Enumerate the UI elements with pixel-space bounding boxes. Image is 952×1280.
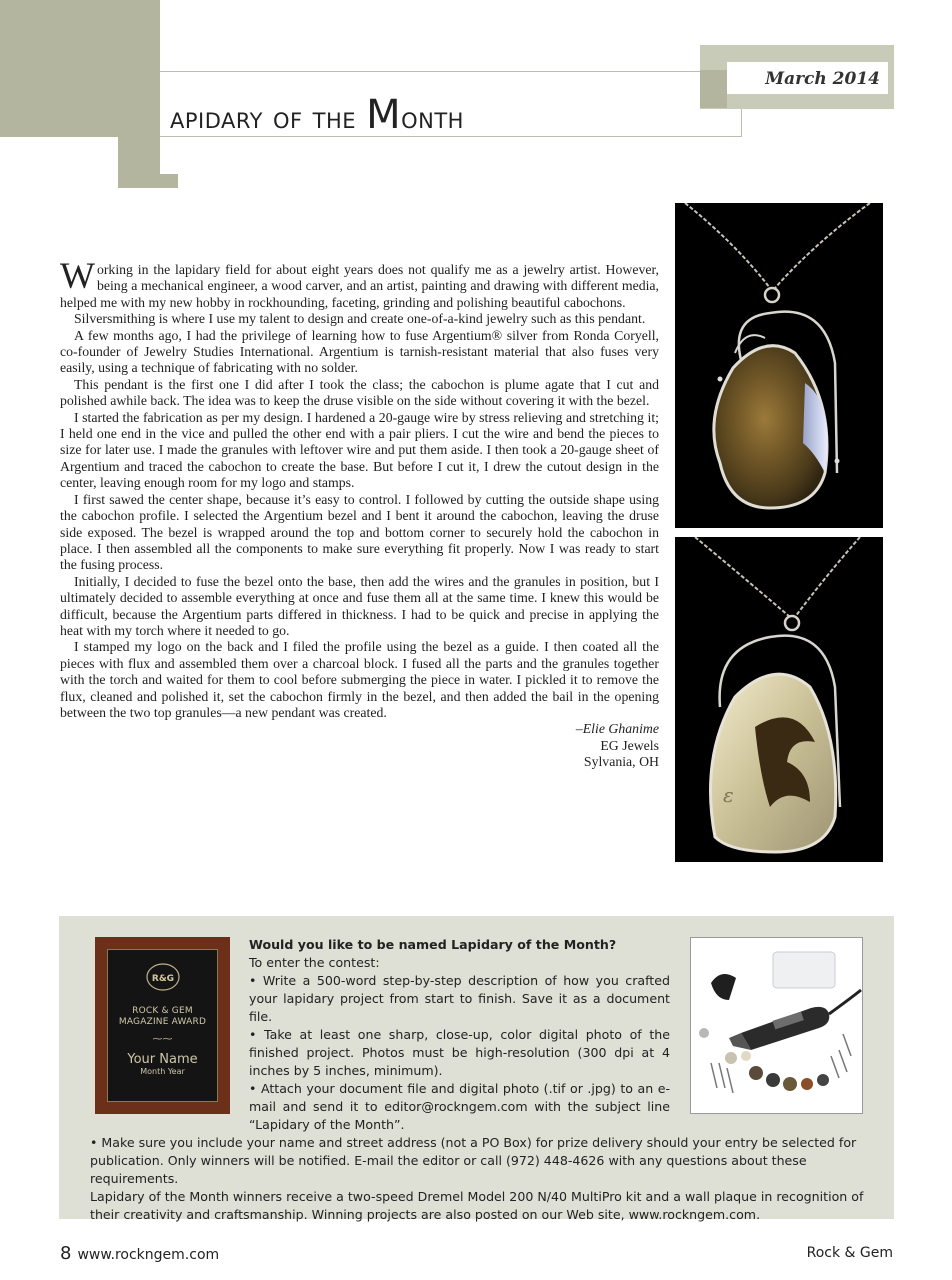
contest-bullet: • Make sure you include your name and street address (not a PO Box) for prize delivery should your entry be selected for publication. Only winners will be notified. E-mail the editor or call (972) 448-4626 with any questions about these requirements. (90, 1135, 857, 1186)
contest-bullet: • Write a 500-word step-by-step description of how you crafted your lapidary project from start to finish. Save it as a document file. (249, 973, 670, 1024)
article-paragraph: I started the fabrication as per my design. I hardened a 20-gauge wire by stress relieving and stretching it; I held one end in the vice and pulled the other end with a pair pliers. I cut the wire and bend the pieces to size for later use. I made the granules with leftover wire and put them aside. I then took a 20-gauge sheet of Argentium and traced the cabochon to create the base. But before I cut it, I drew the cutout design in the center, leaving enough room for my logo and stamps. (60, 409, 659, 491)
pendant-photo-back (675, 537, 883, 862)
contest-bullet: • Take at least one sharp, close-up, color digital photo of the finished project. Photos must be high-resolution (300 dpi at 4 inches by 5 inches, minimum). (249, 1027, 670, 1078)
svg-text:ε: ε (723, 783, 734, 807)
article-signature (60, 721, 659, 770)
title-initial-m: M (366, 92, 402, 138)
issue-date: March 2014 (765, 69, 880, 89)
title-part-1: apidary of the (170, 101, 367, 136)
page-number: 8 (60, 1243, 72, 1264)
header-rule-top (160, 71, 742, 72)
date-notch (700, 70, 727, 108)
footer-magazine-name: Rock & Gem (806, 1245, 893, 1261)
contest-bullet: • Attach your document file and digital photo (.tif or .jpg) to an e-mail and send it to editor@rockngem.com with the subject line “Lapidary of the Month”. (249, 1081, 670, 1132)
signature-author: –Elie Ghanime (575, 721, 659, 737)
plaque-logo-text: R&G (151, 974, 174, 984)
article-body (60, 256, 659, 771)
title-initial-l-foot (118, 174, 178, 188)
footer-url[interactable]: www.rockngem.com (77, 1247, 220, 1263)
plaque-month-year: Month Year (140, 1067, 185, 1076)
article-paragraph: Initially, I decided to fuse the bezel onto the base, then add the wires and the granules in position, but I ultimately decided to assemble everything at once and fuse them all at the same time. I knew this would be difficult, because the Argentium parts differed in thickness. I had to be quick and precise in applying the heat with my torch where it needed to go. (60, 573, 659, 638)
article-paragraph: I stamped my logo on the back and I filed the profile using the bezel as a guide. I then coated all the pieces with flux and assembled them over a charcoal block. I fused all the parts and the granules together with the torch and waited for them to cool before submerging the piece in water. I pickled it to remove the flux, cleaned and polished it, set the cabochon firmly in the bezel, and then added the bail in the opening between the two top granules—a new pendant was created. (60, 639, 659, 720)
signature-location: Sylvania, OH (583, 754, 659, 770)
contest-instructions (90, 936, 868, 1224)
contest-intro: To enter the contest: (249, 955, 380, 970)
article-paragraph: A few months ago, I had the privilege of learning how to fuse Argentium® silver from Ronda Coryell, co-founder of Jewelry Studies International. Argentium is tarnish-resistant material that also fuses very easily, using a technique of fabricating with no solder. (60, 327, 659, 376)
contest-heading: Would you like to be named Lapidary of the Month? (249, 937, 617, 952)
contest-closing: Lapidary of the Month winners receive a two-speed Dremel Model 200 N/40 MultiPro kit and a wall plaque in recognition of their creativity and craftsmanship. Winning projects are also posted on our Web site, www.rockngem.com. (90, 1189, 864, 1222)
signature-company: EG Jewels (600, 737, 659, 753)
page-title (170, 92, 464, 138)
plaque-space (90, 936, 249, 1118)
title-part-2: onth (401, 101, 464, 136)
plaque-award-text: ROCK & GEM MAGAZINE AWARD (118, 1006, 207, 1027)
flourish-icon: ⁓⁓ (152, 1034, 173, 1045)
article-paragraph: Silversmithing is where I use my talent to design and create one-of-a-kind jewelry such as this pendant. (74, 311, 646, 327)
plaque-name: Your Name (127, 1052, 198, 1067)
title-initial-l-decoration (118, 66, 160, 188)
pendant-photo-front (675, 203, 883, 528)
header-rule-right (741, 108, 742, 137)
article-paragraph: Working in the lapidary field for about eight years does not qualify me as a jewelry artist. However, being a mechanical engineer, a wood carver, and an artist, painting and drawing with different media, helped me with my new hobby in rockhounding, faceting, grinding and polishing beautiful cabochons. (60, 256, 659, 310)
article-paragraph: I first sawed the center shape, because it’s easy to control. I followed by cutting the outside shape using the cabochon profile. I selected the Argentium bezel and I bent it around the cabochon, leaving the druse side exposed. The bezel is wrapped around the top and bottom corner to securely hold the cabochon in place. I then assembled all the components to make sure everything fit properly. Now I was ready to start the fusing process. (60, 491, 659, 573)
header-rule-bottom (160, 136, 742, 137)
article-paragraph: This pendant is the first one I did after I took the class; the cabochon is plume agate that I cut and polished awhile back. The idea was to keep the druse visible on the side without covering it with the bezel. (60, 376, 659, 409)
footer-left (60, 1243, 219, 1264)
kit-space (670, 936, 868, 1118)
drop-cap: W (60, 256, 95, 297)
